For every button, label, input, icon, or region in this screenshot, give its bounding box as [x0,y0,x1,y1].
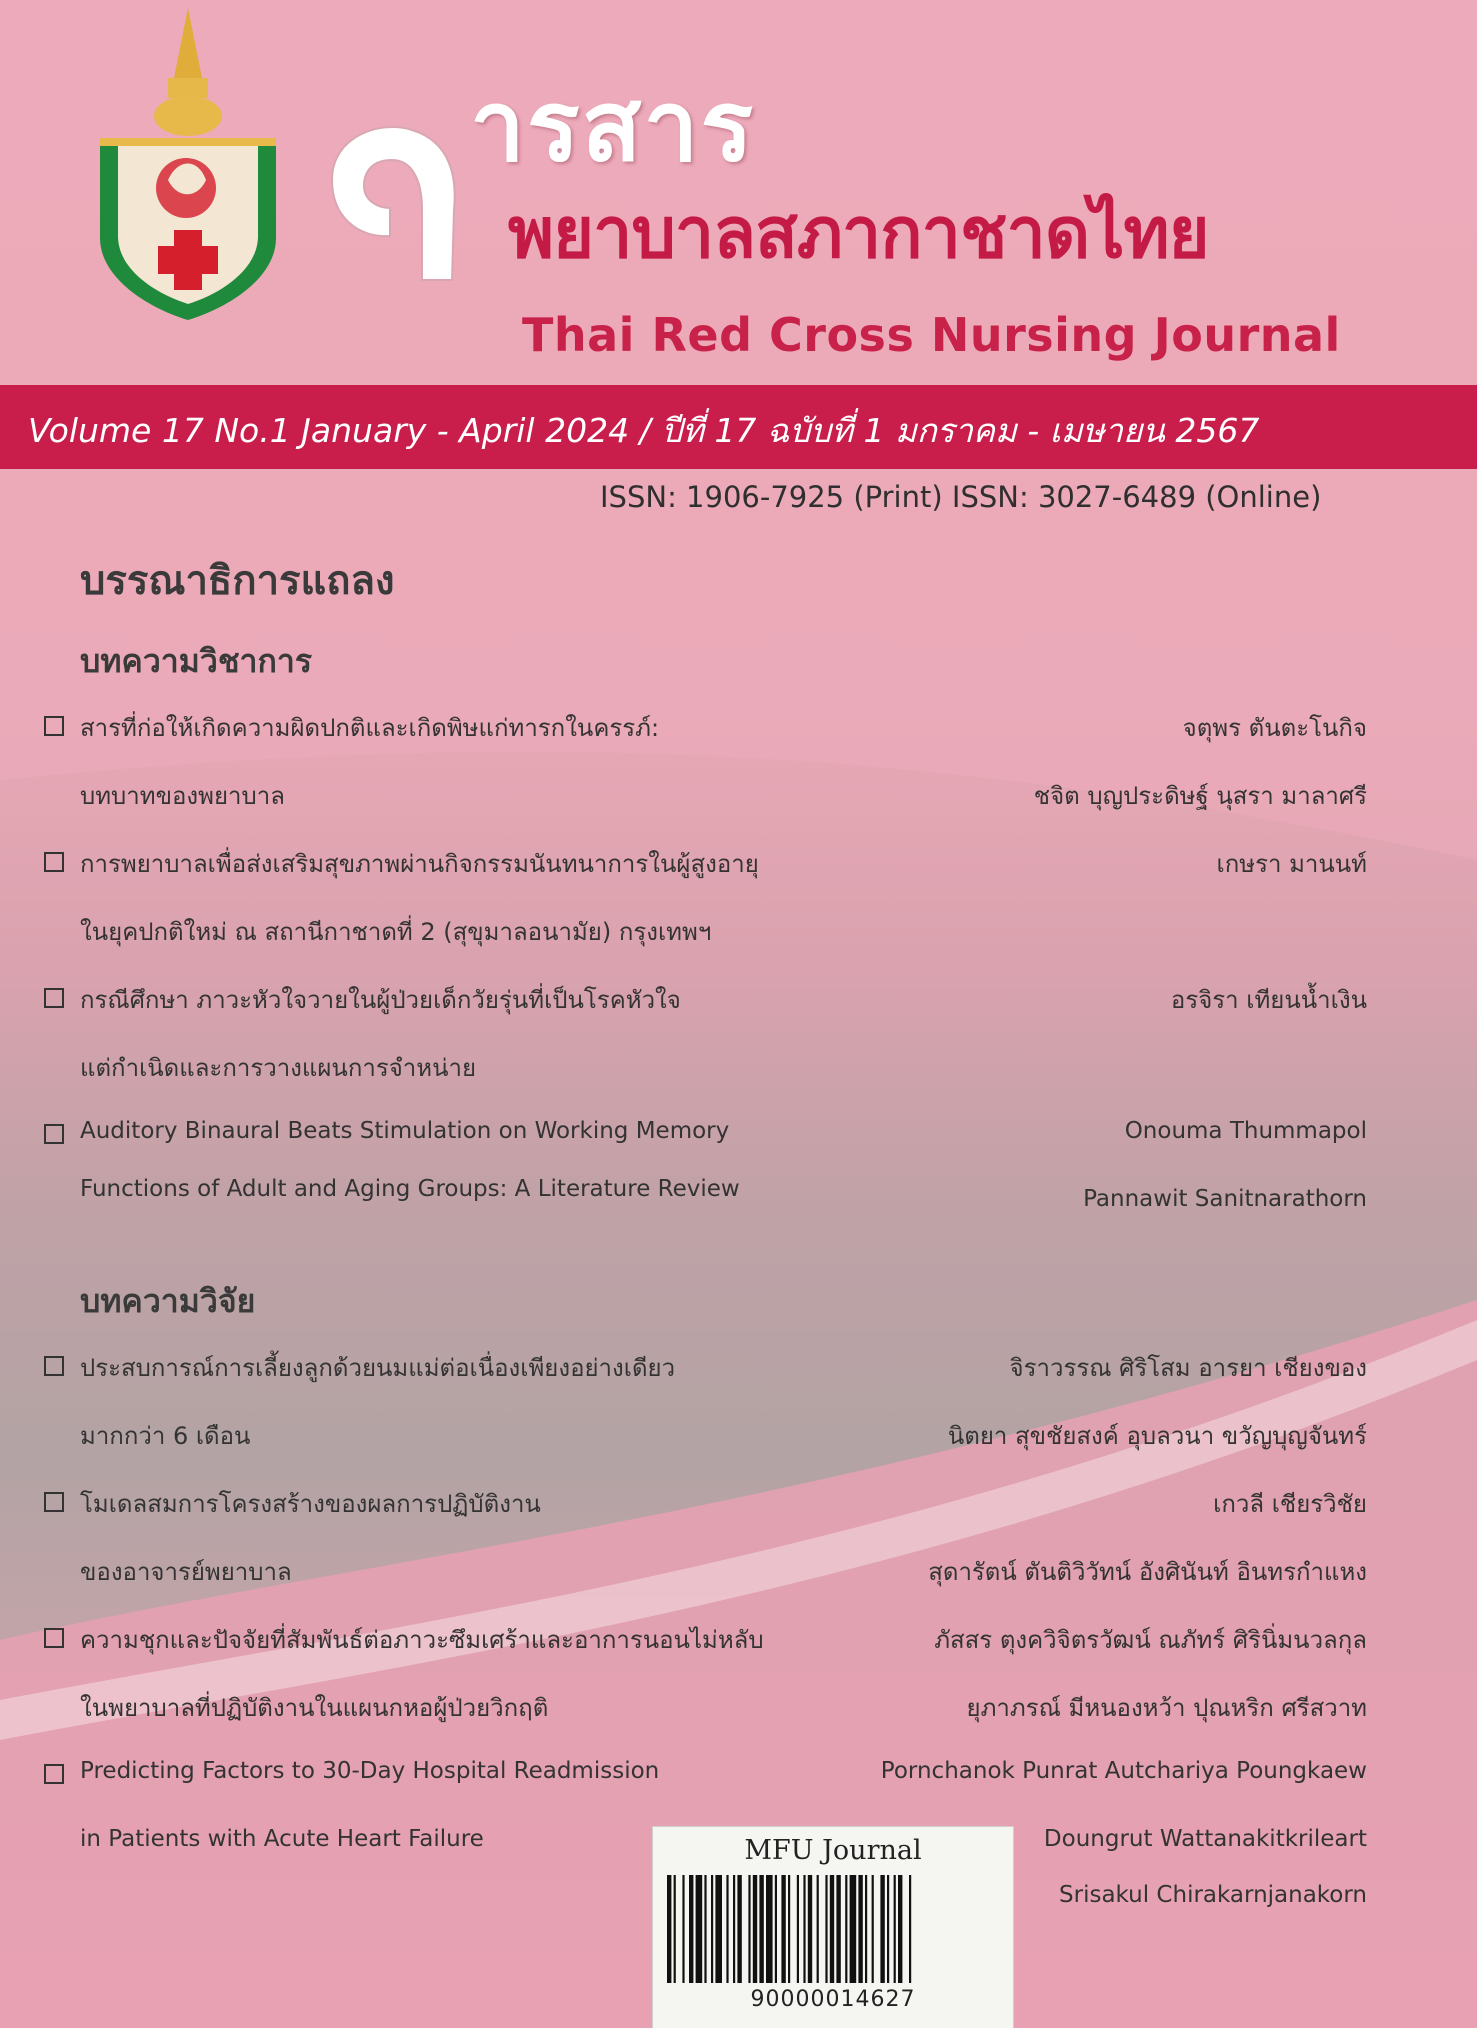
article-title-line: ในยุคปกติใหม่ ณ สถานีกาชาดที่ 2 (สุขุมาลอนามัย) กรุงเทพฯ [80,918,712,946]
article-checkbox [44,1628,64,1648]
barcode-bars [667,1875,999,1983]
article-checkbox [44,1124,64,1144]
article-title-line: การพยาบาลเพื่อส่งเสริมสุขภาพผ่านกิจกรรมนันทนาการในผู้สูงอายุ [80,850,759,878]
article-author: เกษรา มานนท์ [1216,850,1367,878]
article-title-line: สารที่ก่อให้เกิดความผิดปกติและเกิดพิษแก่ทารกในครรภ์: [80,714,660,742]
article-title-line: กรณีศึกษา ภาวะหัวใจวายในผู้ป่วยเด็กวัยรุ่นที่เป็นโรคหัวใจ [80,986,681,1014]
article-author: ชจิต บุญประดิษฐ์ นุสรา มาลาศรี [1033,782,1367,810]
issn-text: ISSN: 1906-7925 (Print) ISSN: 3027-6489 (Online) [600,480,1322,514]
article-checkbox [44,988,64,1008]
article-title-line: in Patients with Acute Heart Failure [80,1826,484,1852]
article-checkbox [44,1764,64,1784]
article-checkbox [44,1356,64,1376]
section-heading-academic: บทความวิชาการ [80,642,313,680]
article-author: จตุพร ตันตะโนกิจ [1182,714,1367,742]
section-heading-research: บทความวิจัย [80,1282,256,1320]
article-title-line: บทบาทของพยาบาล [80,782,285,810]
article-title-line: Predicting Factors to 30-Day Hospital Readmission [80,1758,660,1784]
article-title-line: ประสบการณ์การเลี้ยงลูกด้วยนมแม่ต่อเนื่องเพียงอย่างเดียว [80,1354,676,1382]
barcode-number: 90000014627 [750,1987,916,2012]
journal-title-thai-line1: ารสาร [470,70,756,184]
journal-title-english: Thai Red Cross Nursing Journal [522,308,1341,362]
journal-title-thai-line2: พยาบาลสภากาชาดไทย [508,192,1209,274]
volume-issue-text: Volume 17 No.1 January - April 2024 / ปีที่ 17 ฉบับที่ 1 มกราคม - เมษายน 2567 [28,411,1260,450]
article-author: อรจิรา เทียนน้ำเงิน [1170,986,1367,1014]
article-author: นิตยา สุขชัยสงค์ อุบลวนา ขวัญบุญจันทร์ [947,1422,1367,1450]
title-big-letter [322,120,462,290]
article-title-line: โมเดลสมการโครงสร้างของผลการปฏิบัติงาน [80,1490,541,1518]
article-author: ยุภาภรณ์ มีหนองหว้า ปุณหริก ศรีสวาท [966,1694,1367,1722]
article-title-line: มากกว่า 6 เดือน [80,1422,251,1450]
article-title-line: ในพยาบาลที่ปฏิบัติงานในแผนกหอผู้ป่วยวิกฤติ [80,1694,549,1722]
article-title-line: ของอาจารย์พยาบาล [80,1558,292,1586]
article-author: Pannawit Sanitnarathorn [1083,1186,1367,1212]
article-author: ภัสสร ตุงควิจิตรวัฒน์ ณภัทร์ ศิรินิ่มนวลกุล [934,1626,1367,1654]
article-author: Onouma Thummapol [1124,1118,1367,1144]
article-author: Pornchanok Punrat Autchariya Poungkaew [880,1758,1367,1784]
article-checkbox [44,852,64,872]
article-title-line: Auditory Binaural Beats Stimulation on Working Memory [80,1118,730,1144]
article-title-line: แต่กำเนิดและการวางแผนการจำหน่าย [80,1054,477,1082]
article-author: จิราวรรณ ศิริโสม อารยา เชียงของ [1009,1354,1367,1382]
article-title-line: Functions of Adult and Aging Groups: A Literature Review [80,1176,740,1202]
article-author: สุดารัตน์ ตันติวิวัทน์ อังศินันท์ อินทรกำแหง [928,1558,1367,1586]
barcode-label: MFU Journal [744,1835,922,1866]
barcode-sticker [652,1826,1014,2028]
article-author: Doungrut Wattanakitkrileart [1043,1826,1367,1852]
article-checkbox [44,716,64,736]
editorial-heading: บรรณาธิการแถลง [80,558,395,604]
article-author: เกวลี เชียรวิชัย [1213,1490,1367,1518]
thai-red-cross-logo [88,8,288,328]
article-checkbox [44,1492,64,1512]
article-title-line: ความชุกและปัจจัยที่สัมพันธ์ต่อภาวะซึมเศร้าและอาการนอนไม่หลับ [80,1626,764,1654]
article-author: Srisakul Chirakarnjanakorn [1059,1882,1367,1908]
